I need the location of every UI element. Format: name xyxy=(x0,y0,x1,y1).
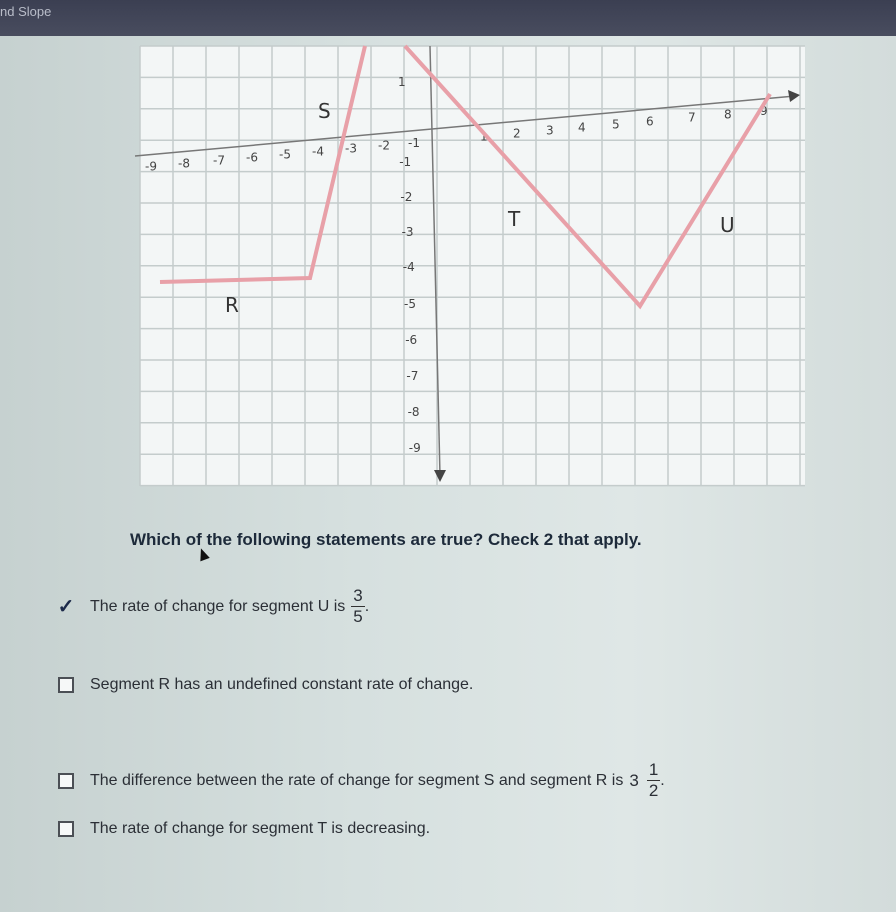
x-tick-label: 3 xyxy=(546,123,554,138)
x-tick-label: 7 xyxy=(688,110,696,125)
checkbox[interactable] xyxy=(58,677,74,693)
mixed-number xyxy=(629,760,660,801)
y-tick-label: 1 xyxy=(398,75,406,89)
option-4[interactable] xyxy=(58,820,430,838)
mixed-whole: 3 xyxy=(629,770,639,790)
fraction-numerator: 1 xyxy=(648,760,659,779)
y-tick-label: -3 xyxy=(401,225,414,239)
option-3-text: The difference between the rate of change for segment S and segment R is xyxy=(90,771,624,789)
graph-svg xyxy=(0,36,896,526)
x-tick-label: -3 xyxy=(345,141,357,156)
x-tick-label: 1 xyxy=(480,129,488,144)
y-tick-label: -8 xyxy=(407,405,420,419)
x-tick-label: 8 xyxy=(724,107,732,122)
coordinate-graph xyxy=(0,36,896,526)
segment-label-T: T xyxy=(508,207,521,231)
x-tick-label: -4 xyxy=(312,144,324,159)
x-tick-label: 4 xyxy=(578,120,586,135)
x-tick-label: -9 xyxy=(145,159,157,174)
fraction-3-5 xyxy=(351,586,364,627)
checkbox[interactable] xyxy=(58,773,74,789)
checkmark-icon[interactable]: ✓ xyxy=(57,596,75,618)
y-tick-label: -7 xyxy=(406,369,419,383)
y-tick-label: -9 xyxy=(408,441,421,455)
option-1-suffix: . xyxy=(364,597,370,615)
x-tick-label: 2 xyxy=(513,126,521,141)
x-tick-label: -7 xyxy=(213,153,225,168)
option-3[interactable] xyxy=(58,760,665,801)
fraction-denominator: 2 xyxy=(648,781,659,800)
y-tick-label: -6 xyxy=(405,333,418,347)
x-tick-label: 6 xyxy=(646,114,654,129)
segment-label-S: S xyxy=(318,99,331,123)
segment-label-R: R xyxy=(225,293,239,317)
checkbox[interactable] xyxy=(58,821,74,837)
option-4-text: The rate of change for segment T is decreasing. xyxy=(90,820,431,837)
option-2-text: Segment R has an undefined constant rate of change. xyxy=(90,676,474,693)
x-tick-label: 5 xyxy=(612,117,620,132)
option-1-text: The rate of change for segment U is xyxy=(90,597,346,615)
question-text: Which of the following statements are true? Check 2 that apply. xyxy=(130,530,642,549)
option-3-suffix: . xyxy=(660,771,665,789)
fraction-denominator: 5 xyxy=(353,607,363,626)
y-tick-label: -2 xyxy=(400,190,413,204)
x-tick-label: -1 xyxy=(408,135,420,150)
segment-label-U: U xyxy=(720,213,735,237)
fraction-1-2 xyxy=(647,760,660,801)
x-tick-label: -6 xyxy=(246,150,258,165)
lesson-content xyxy=(0,36,896,912)
y-tick-label: -4 xyxy=(402,260,415,274)
x-tick-label: -2 xyxy=(378,138,390,153)
page-title: nd Slope xyxy=(0,4,52,19)
option-1[interactable] xyxy=(58,586,369,627)
browser-title-bar xyxy=(0,0,896,40)
x-tick-label: -8 xyxy=(178,156,190,171)
option-2[interactable] xyxy=(58,676,473,694)
y-tick-label: -5 xyxy=(404,297,416,311)
y-tick-label: -1 xyxy=(399,155,412,169)
fraction-numerator: 3 xyxy=(353,586,363,605)
x-tick-label: -5 xyxy=(279,147,291,162)
x-tick-label: 9 xyxy=(760,104,768,119)
